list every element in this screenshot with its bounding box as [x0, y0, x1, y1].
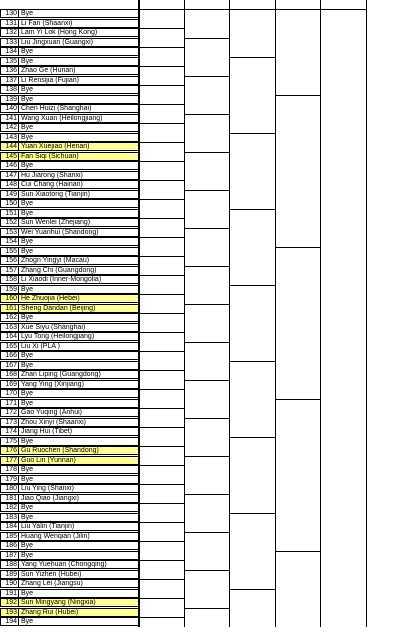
entry-number: 158 — [1, 276, 19, 283]
entry-number: 194 — [1, 618, 19, 625]
draw-row — [0, 446, 139, 455]
round1-line — [139, 332, 184, 333]
entry-number: 156 — [1, 257, 19, 264]
round1-line — [139, 199, 184, 200]
round1-line — [139, 465, 184, 466]
entry-name: Bye — [21, 209, 34, 217]
round4-line — [275, 399, 320, 400]
entry-name: Huang Wenqian (Jilin) — [21, 532, 90, 540]
bracket-top-line — [139, 9, 366, 10]
draw-row — [0, 57, 139, 66]
draw-row — [0, 38, 139, 47]
draw-row — [0, 66, 139, 75]
entry-name: Zhang Chi (Guangdong) — [21, 266, 97, 274]
entry-name: Li Xiaodi (Inner-Mongolia) — [21, 276, 102, 283]
bracket-column-border — [320, 0, 321, 627]
entry-number: 134 — [1, 48, 19, 55]
draw-row — [0, 532, 139, 541]
round1-line — [139, 180, 184, 181]
round1-line — [139, 313, 184, 314]
entry-name: Jiao Qiao (Jiangxi) — [21, 494, 79, 502]
draw-row — [0, 560, 139, 569]
round2-line — [184, 152, 229, 153]
round2-line — [184, 608, 229, 609]
draw-row — [0, 161, 139, 170]
round1-line — [139, 522, 184, 523]
draw-row — [0, 304, 139, 313]
entry-number: 141 — [1, 115, 19, 122]
entry-name: Bye — [21, 124, 34, 131]
entry-name: Bye — [21, 86, 34, 93]
draw-row — [0, 456, 139, 465]
draw-row — [0, 152, 139, 161]
draw-row — [0, 294, 139, 303]
entry-name: Li Rensijia (Fujian) — [21, 76, 79, 84]
draw-row — [0, 104, 139, 113]
draw-row — [0, 256, 139, 265]
entry-number: 146 — [1, 162, 19, 169]
round2-line — [184, 380, 229, 381]
entry-number: 181 — [1, 495, 19, 502]
entry-name: Bye — [21, 475, 34, 483]
entry-number: 179 — [1, 476, 19, 483]
entry-number: 130 — [1, 10, 19, 17]
draw-row — [0, 522, 139, 531]
entry-number: 147 — [1, 172, 19, 179]
draw-row — [0, 199, 139, 208]
entry-number: 192 — [1, 599, 19, 606]
draw-row — [0, 95, 139, 104]
entry-number: 145 — [1, 153, 19, 160]
round2-line — [184, 494, 229, 495]
entry-name: Bye — [21, 513, 34, 521]
entry-name: Yuan Xuejiao (Henan) — [21, 143, 90, 150]
draw-row — [0, 114, 139, 123]
round1-line — [139, 294, 184, 295]
draw-row — [0, 237, 139, 246]
entry-number: 148 — [1, 181, 19, 188]
entry-name: Bye — [21, 466, 34, 473]
draw-row — [0, 579, 139, 588]
round2-line — [184, 228, 229, 229]
entry-number: 140 — [1, 105, 19, 112]
entry-name: Liu Yalin (Tianjin) — [21, 523, 75, 530]
entry-number: 188 — [1, 561, 19, 568]
entry-number: 160 — [1, 295, 19, 302]
draw-row — [0, 351, 139, 360]
entry-number: 142 — [1, 124, 19, 131]
entry-name: Wang Xuan (Heilongjiang) — [21, 114, 103, 122]
draw-row — [0, 551, 139, 560]
entry-number: 155 — [1, 248, 19, 255]
entry-name: Sheng Dandan (Beijing) — [21, 304, 96, 312]
entry-name: Zhao Ge (Hunan) — [21, 67, 76, 74]
entry-number: 149 — [1, 191, 19, 198]
entry-name: Xue Siyu (Shanghai) — [21, 323, 86, 331]
entry-number: 166 — [1, 352, 19, 359]
entry-number: 144 — [1, 143, 19, 150]
draw-row — [0, 47, 139, 56]
entry-name: Zhang Lei (Jiangsu) — [21, 580, 83, 587]
round1-line — [139, 142, 184, 143]
entry-name: Li Fan (Shaanxi) — [21, 19, 73, 27]
entry-number: 133 — [1, 39, 19, 46]
entry-name: Bye — [21, 504, 34, 511]
draw-row — [0, 399, 139, 408]
draw-row — [0, 9, 139, 18]
round1-line — [139, 123, 184, 124]
entry-name: Hu Jiarong (Shanxi) — [21, 171, 83, 179]
round1-line — [139, 484, 184, 485]
round1-line — [139, 161, 184, 162]
round2-line — [184, 418, 229, 419]
entry-number: 164 — [1, 333, 19, 340]
round2-line — [184, 266, 229, 267]
draw-row — [0, 589, 139, 598]
draw-row — [0, 408, 139, 417]
entry-number: 171 — [1, 400, 19, 407]
draw-row — [0, 342, 139, 351]
entry-number: 136 — [1, 67, 19, 74]
entry-number: 139 — [1, 96, 19, 103]
draw-row — [0, 332, 139, 341]
draw-row — [0, 266, 139, 275]
entry-name: Bye — [21, 57, 34, 65]
entry-number: 180 — [1, 485, 19, 492]
entry-number: 177 — [1, 457, 19, 464]
entry-name: Zhan Liping (Guangdong) — [21, 371, 101, 378]
draw-row — [0, 133, 139, 142]
entry-number: 163 — [1, 324, 19, 331]
draw-row — [0, 370, 139, 379]
entry-number: 143 — [1, 134, 19, 141]
draw-row — [0, 541, 139, 550]
round2-line — [184, 114, 229, 115]
entry-name: Bye — [21, 95, 34, 103]
entry-number: 174 — [1, 428, 19, 435]
draw-row — [0, 380, 139, 389]
round3-line — [229, 57, 275, 58]
entry-name: Bye — [21, 10, 34, 17]
entry-name: Sun Wenlei (Zhejiang) — [21, 219, 91, 226]
entry-number: 187 — [1, 552, 19, 559]
draw-row — [0, 247, 139, 256]
draw-row — [0, 180, 139, 189]
entry-number: 183 — [1, 514, 19, 521]
entry-name: Zhogn Yingyi (Macau) — [21, 257, 90, 264]
entry-number: 152 — [1, 219, 19, 226]
round2-line — [184, 76, 229, 77]
round3-line — [229, 437, 275, 438]
round2-line — [184, 532, 229, 533]
entry-number: 185 — [1, 533, 19, 540]
entry-name: Bye — [21, 247, 34, 255]
entry-number: 153 — [1, 229, 19, 236]
round1-line — [139, 237, 184, 238]
entry-number: 169 — [1, 381, 19, 388]
draw-row — [0, 494, 139, 503]
round1-line — [139, 47, 184, 48]
round1-line — [139, 579, 184, 580]
entry-number: 165 — [1, 343, 19, 350]
round4-line — [275, 551, 320, 552]
draw-row — [0, 418, 139, 427]
round1-line — [139, 256, 184, 257]
entry-name: Liu Ying (Shanxi) — [21, 485, 74, 492]
draw-row — [0, 228, 139, 237]
draw-row — [0, 142, 139, 151]
entry-name: Sun Xiaotong (Tianjin) — [21, 190, 91, 198]
round1-line — [139, 446, 184, 447]
entry-number: 186 — [1, 542, 19, 549]
round1-line — [139, 617, 184, 618]
entry-name: Guo Lin (Yunnan) — [21, 456, 76, 464]
entry-number: 172 — [1, 409, 19, 416]
entry-number: 191 — [1, 590, 19, 597]
entry-number: 175 — [1, 438, 19, 445]
round2-line — [184, 342, 229, 343]
round1-line — [139, 28, 184, 29]
round1-line — [139, 598, 184, 599]
entry-number: 137 — [1, 77, 19, 84]
round4-line — [275, 95, 320, 96]
entry-name: Yang Yuehuan (Chongqing) — [21, 561, 107, 568]
draw-row — [0, 570, 139, 579]
entry-name: Bye — [21, 551, 34, 559]
draw-row — [0, 123, 139, 132]
entry-name: Bye — [21, 361, 34, 369]
round3-line — [229, 285, 275, 286]
entry-name: Bye — [21, 437, 34, 445]
entry-number: 150 — [1, 200, 19, 207]
round1-line — [139, 541, 184, 542]
draw-row — [0, 275, 139, 284]
round3-line — [229, 589, 275, 590]
entry-name: Bye — [21, 390, 34, 397]
entry-number: 159 — [1, 286, 19, 293]
draw-row — [0, 513, 139, 522]
round3-line — [229, 209, 275, 210]
round1-line — [139, 85, 184, 86]
round1-line — [139, 427, 184, 428]
round1-line — [139, 218, 184, 219]
entry-name: Bye — [21, 48, 34, 55]
draw-row — [0, 19, 139, 28]
round1-line — [139, 408, 184, 409]
entry-name: Bye — [21, 618, 34, 625]
entry-name: Gao Yuqing (Anhui) — [21, 409, 82, 416]
entry-name: Yang Ying (Xinjiang) — [21, 380, 84, 388]
round2-line — [184, 304, 229, 305]
round3-line — [229, 513, 275, 514]
entry-name: Gu Ruochen (Shandong) — [21, 447, 99, 454]
round1-line — [139, 104, 184, 105]
draw-row — [0, 389, 139, 398]
round1-line — [139, 389, 184, 390]
entry-number: 178 — [1, 466, 19, 473]
entry-number: 162 — [1, 314, 19, 321]
entry-name: Bye — [21, 200, 34, 207]
round1-line — [139, 275, 184, 276]
draw-row — [0, 209, 139, 218]
draw-row — [0, 28, 139, 37]
round2-line — [184, 570, 229, 571]
entry-name: Sun Yizhen (Hubei) — [21, 570, 82, 578]
entry-name: Chen Huizi (Shanghai) — [21, 105, 92, 112]
entry-number: 193 — [1, 609, 19, 616]
entry-name: Bye — [21, 285, 34, 293]
draw-row — [0, 285, 139, 294]
entry-number: 135 — [1, 58, 19, 65]
draw-row — [0, 437, 139, 446]
draw-row — [0, 475, 139, 484]
entry-name: Sun Mingyang (Ningxia) — [21, 599, 96, 606]
round1-line — [139, 560, 184, 561]
round2-line — [184, 38, 229, 39]
draw-row — [0, 171, 139, 180]
entry-name: Bye — [21, 314, 34, 321]
round1-line — [139, 370, 184, 371]
bracket-column-border — [229, 0, 230, 627]
draw-row — [0, 617, 139, 626]
entry-name: Bye — [21, 162, 34, 169]
entry-number: 151 — [1, 210, 19, 217]
draw-row — [0, 598, 139, 607]
draw-row — [0, 608, 139, 617]
entry-number: 131 — [1, 20, 19, 27]
draw-row — [0, 427, 139, 436]
draw-row — [0, 484, 139, 493]
draw-row — [0, 190, 139, 199]
draw-row — [0, 465, 139, 474]
entry-number: 189 — [1, 571, 19, 578]
draw-row — [0, 85, 139, 94]
entry-name: Wei Yuanhui (Shandong) — [21, 228, 99, 236]
entry-name: Cui Chang (Hainan) — [21, 181, 83, 188]
draw-row — [0, 76, 139, 85]
entry-name: Liu Xi (PLA ) — [21, 342, 60, 350]
entry-name: Zhou Xinyi (Shaanxi) — [21, 418, 86, 426]
entry-name: Liu Jingxuan (Guangxi) — [21, 38, 93, 46]
entry-number: 176 — [1, 447, 19, 454]
entry-name: Bye — [21, 399, 34, 407]
round3-line — [229, 361, 275, 362]
draw-row — [0, 313, 139, 322]
entry-name: Jiang Hui (Tibet) — [21, 428, 73, 435]
entry-number: 132 — [1, 29, 19, 36]
entry-name: He Zhuojia (Hebei) — [21, 295, 80, 302]
entry-number: 170 — [1, 390, 19, 397]
bracket-column-border — [184, 0, 185, 627]
draw-row — [0, 218, 139, 227]
bracket-column-border — [366, 0, 367, 627]
entry-number: 190 — [1, 580, 19, 587]
entry-name: Lyu Tong (Heilongjiang) — [21, 333, 95, 340]
round1-line — [139, 503, 184, 504]
entry-name: Bye — [21, 133, 34, 141]
round3-line — [229, 133, 275, 134]
entry-number: 154 — [1, 238, 19, 245]
entry-number: 167 — [1, 362, 19, 369]
entry-name: Fan Siqi (Sichuan) — [21, 152, 79, 160]
round2-line — [184, 456, 229, 457]
entry-number: 138 — [1, 86, 19, 93]
draw-row — [0, 323, 139, 332]
draw-row — [0, 503, 139, 512]
round4-line — [275, 247, 320, 248]
entry-number: 184 — [1, 523, 19, 530]
entry-name: Bye — [21, 352, 34, 359]
round1-line — [139, 351, 184, 352]
entry-number: 157 — [1, 267, 19, 274]
entry-name: Bye — [21, 589, 34, 597]
entry-name: Bye — [21, 542, 34, 549]
round1-line — [139, 66, 184, 67]
entry-number: 173 — [1, 419, 19, 426]
round2-line — [184, 190, 229, 191]
entry-name: Lam Yi Lok (Hong Kong) — [21, 29, 98, 36]
entry-number: 161 — [1, 305, 19, 312]
entry-name: Bye — [21, 238, 34, 245]
draw-row — [0, 361, 139, 370]
entry-name: Zhang Rui (Hubei) — [21, 608, 79, 616]
entry-number: 182 — [1, 504, 19, 511]
entry-number: 168 — [1, 371, 19, 378]
